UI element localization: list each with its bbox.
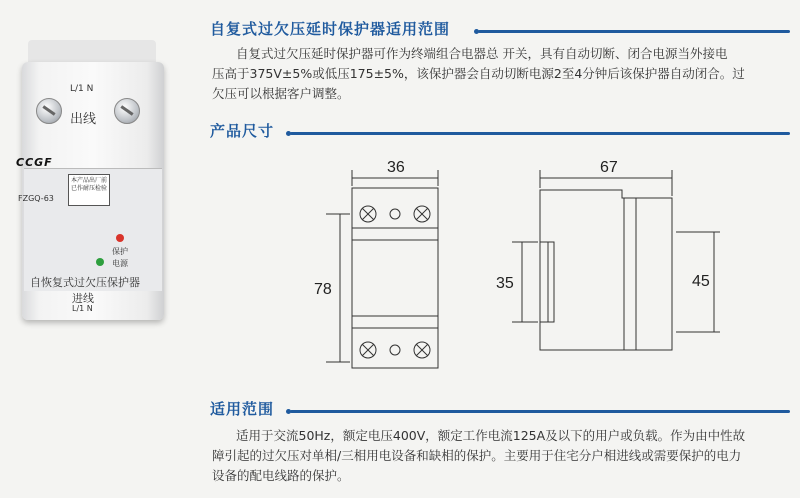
section1-title: 自复式过欠压延时保护器适用范围: [210, 20, 451, 38]
product-photo: [8, 40, 170, 320]
dim-front-width: 36: [387, 159, 405, 176]
device-model: FZGQ-63: [18, 194, 54, 203]
section2-rule: [290, 132, 790, 135]
dimension-drawing: [300, 150, 740, 380]
dim-front-height: 78: [314, 281, 332, 298]
power-label: 电源: [112, 259, 128, 268]
section3-rule: [290, 410, 790, 413]
out-label: 出线: [70, 112, 97, 127]
side-view-outline: [540, 190, 672, 350]
section3-text: [212, 426, 787, 486]
section3-line: 障引起的过欠压对单相/三相用电设备和缺相的保护。主要用于住宅分户相进线或需要保护的电力: [212, 448, 742, 463]
section3-line: 适用于交流50Hz，额定电压400V，额定工作电流125A及以下的用户或负载。作为由中性故: [236, 428, 746, 443]
section1-rule: [478, 30, 790, 33]
terminal-bottom-label: L/1 N: [72, 304, 93, 313]
spec-area: [26, 212, 120, 242]
nameplate: 自恢复式过欠压保护器: [30, 276, 140, 289]
warning-label: 本产品出厂前已作耐压检验: [68, 174, 110, 206]
screw-icon: [36, 98, 62, 124]
dim-side-width: 67: [600, 159, 618, 176]
section2-title: 产品尺寸: [210, 122, 275, 140]
section1-line: 自复式过欠压延时保护器可作为终端组合电器总 开关，具有自动切断、闭合电源当外接电: [236, 46, 728, 61]
in-label: 进线: [72, 292, 94, 305]
section3-line: 设备的配电线路的保护。: [212, 468, 350, 483]
device-logo: CCGF: [16, 156, 53, 169]
section1-line: 欠压可以根据客户调整。: [212, 86, 350, 101]
screw-icon: [114, 98, 140, 124]
dim-front-inner: 35: [496, 275, 514, 292]
power-led-icon: [96, 258, 104, 266]
section1-text: [212, 44, 787, 104]
front-view-outline: [352, 188, 438, 368]
protect-label: 保护: [112, 247, 128, 256]
section1-line: 压高于375V±5%或低压175±5%，该保护器会自动切断电源2至4分钟后该保护器自动闭合。过: [212, 66, 745, 81]
protect-led-icon: [116, 234, 124, 242]
terminal-top-label: L/1 N: [70, 84, 94, 94]
section3-title: 适用范围: [210, 400, 275, 418]
dim-side-height: 45: [692, 273, 710, 290]
